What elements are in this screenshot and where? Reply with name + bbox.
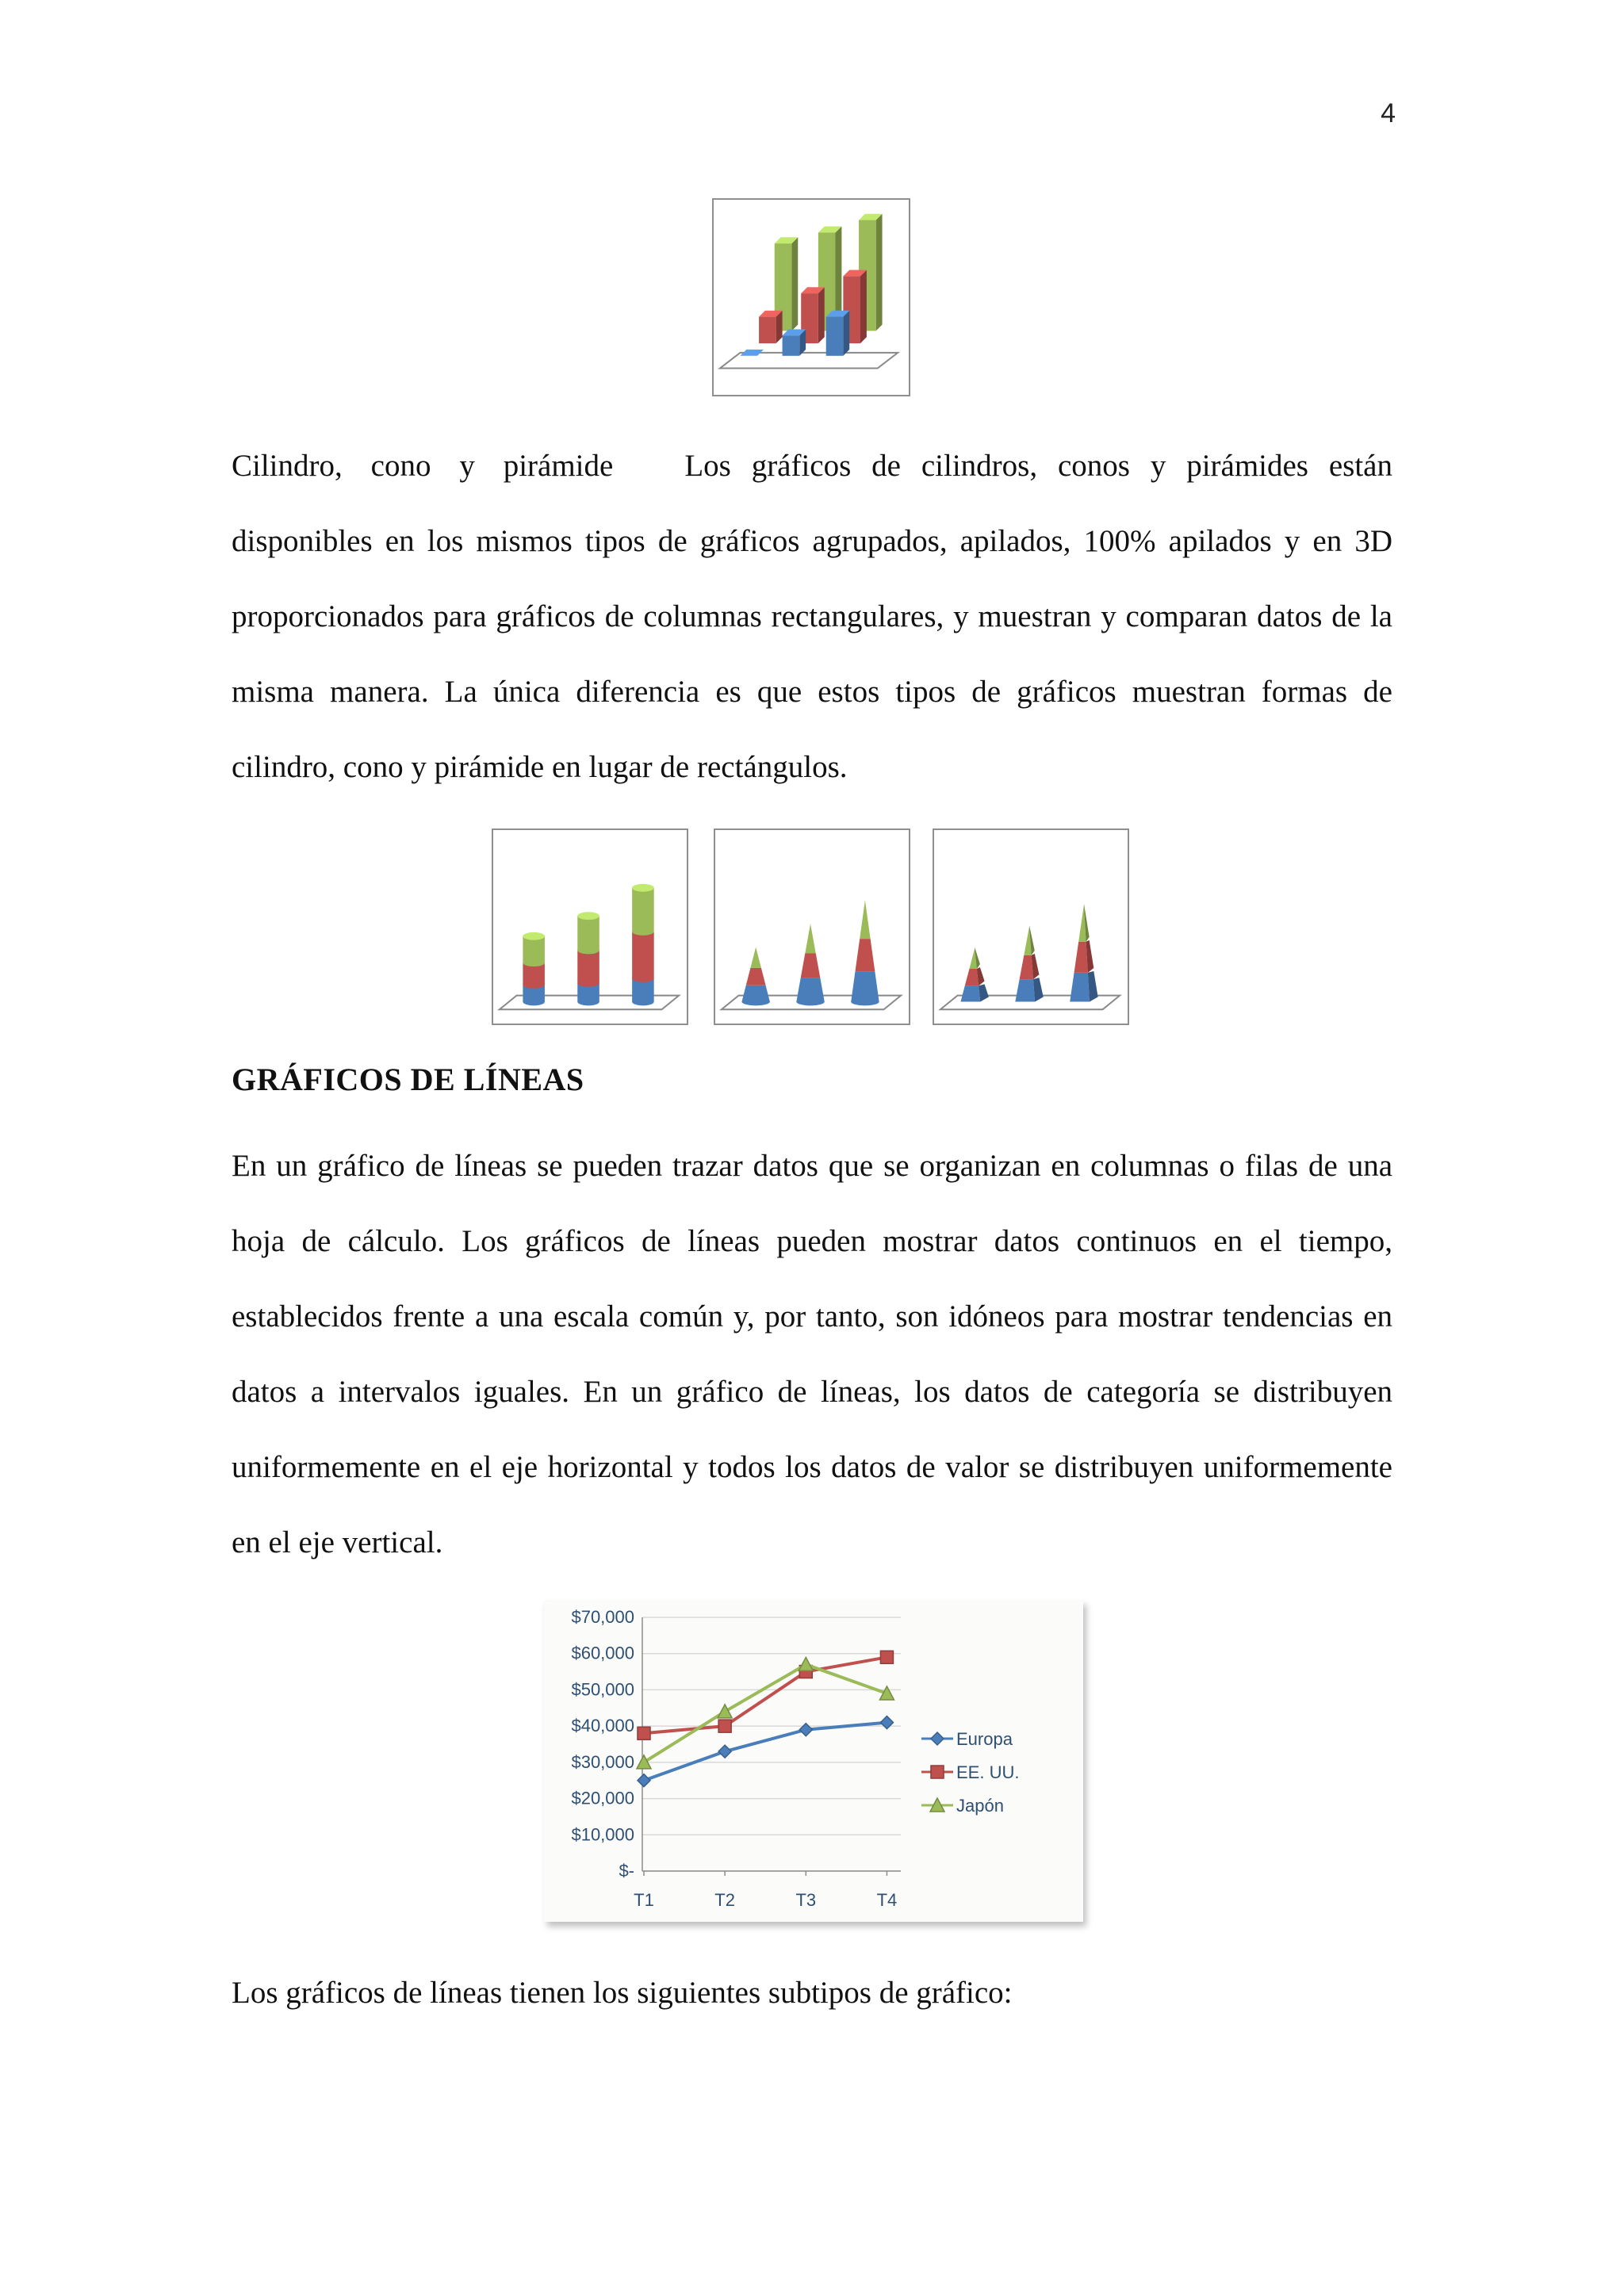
data-point — [718, 1745, 731, 1758]
cylinder-top — [632, 884, 654, 892]
y-tick-label: $60,000 — [571, 1643, 634, 1663]
cone-segment — [801, 953, 821, 978]
cone-base — [851, 998, 879, 1006]
cylinder-bottom — [577, 998, 599, 1006]
y-tick-label: $20,000 — [571, 1788, 634, 1808]
paragraph-body: Los gráficos de cilindros, conos y pirámides están disponibles en los mismos tipos de gráficos agrupados, apilados, 100% apilados y en 3D proporcionados para gráficos de columnas rectangulares, y muestran y comparan datos de la misma manera. La única diferencia es que estos tipos de gráficos muestran formas de cilindro, cono y pirámide en lugar de rectángulos. — [232, 449, 1392, 784]
cylinder-segment — [632, 888, 654, 932]
series-line — [644, 1664, 887, 1762]
cylinder-bottom — [632, 928, 654, 936]
paragraph-subtipos: Los gráficos de líneas tienen los siguientes subtipos de gráfico: — [232, 1976, 1013, 2010]
y-tick-label: $30,000 — [571, 1751, 634, 1772]
pyramid-face — [1020, 955, 1033, 979]
y-tick-label: $50,000 — [571, 1679, 634, 1700]
paragraph-cilindro — [232, 428, 1392, 805]
pyramid-face — [960, 985, 980, 1001]
cylinder-segment — [632, 932, 654, 978]
column-side — [860, 270, 867, 343]
pyramid-face — [1015, 979, 1035, 1001]
cylinder-bottom — [523, 998, 545, 1006]
legend-marker — [931, 1732, 944, 1745]
data-point — [638, 1727, 650, 1739]
cylinder-bottom — [577, 979, 599, 987]
cylinder-segment — [523, 936, 545, 962]
cylinder-bottom — [523, 981, 545, 989]
cylinder-bottom — [577, 947, 599, 955]
legend-label: Japón — [956, 1796, 1004, 1816]
cylinder-top — [577, 912, 599, 920]
cone-segment — [856, 939, 875, 971]
paragraph-lead: Cilindro, cono y pirámide — [232, 449, 614, 483]
y-tick-label: $- — [619, 1861, 634, 1881]
section-heading: GRÁFICOS DE LÍNEAS — [232, 1062, 584, 1097]
legend-marker — [931, 1766, 944, 1778]
x-tick-label: T3 — [795, 1890, 817, 1910]
cone-segment — [851, 971, 879, 1001]
paragraph-lineas: En un gráfico de líneas se pueden trazar datos que se organizan en columnas o filas de una hoja de cálculo. Los gráficos de líneas pueden mostrar datos continuos en el tiempo, establecidos frente a una escala común y, por tanto, son idóneos para mostrar tendencias en datos a intervalos iguales. En un gráfico de líneas, los datos de categoría se distribuyen uniformemente en el eje horizontal y todos los datos de valor se distribuyen uniformemente en el eje vertical. — [232, 1149, 1392, 1559]
cylinder-segment — [577, 951, 599, 983]
line-chart-container — [544, 1600, 1083, 1922]
data-point — [880, 1651, 893, 1663]
y-tick-label: $40,000 — [571, 1716, 634, 1736]
cone-base — [796, 998, 824, 1006]
clustered-3d-column-chart-image — [712, 198, 910, 396]
column-bar — [783, 335, 800, 356]
pyramid-face — [1074, 942, 1088, 973]
page-number: 4 — [1381, 98, 1396, 128]
cone-segment — [805, 924, 815, 953]
x-tick-label: T2 — [714, 1890, 735, 1910]
cylinder-bottom — [632, 998, 654, 1006]
y-tick-label: $70,000 — [571, 1607, 634, 1627]
data-point — [880, 1716, 893, 1729]
data-point — [718, 1705, 732, 1718]
cylinder-bars — [523, 884, 653, 1005]
column-bar — [759, 317, 776, 343]
legend-label: Europa — [956, 1729, 1013, 1749]
legend-label: EE. UU. — [956, 1762, 1020, 1782]
y-tick-label: $10,000 — [571, 1824, 634, 1845]
cone-segment — [750, 947, 760, 968]
line-chart — [544, 1600, 1083, 1922]
column-side — [876, 214, 883, 331]
column-side — [843, 311, 849, 356]
data-point — [799, 1724, 812, 1736]
cylinder-bottom — [632, 974, 654, 982]
cone-segment — [860, 901, 870, 939]
stacked-cylinder-chart-image — [492, 828, 688, 1025]
series-line — [644, 1657, 887, 1733]
cylinder-bottom — [523, 959, 545, 966]
cone-segment — [746, 968, 766, 985]
cylinder-top — [523, 932, 545, 940]
data-point — [799, 1657, 813, 1670]
column-bar — [826, 317, 844, 356]
x-tick-label: T4 — [876, 1890, 898, 1910]
column-side — [791, 237, 798, 331]
pyramid-side — [1088, 971, 1098, 1002]
cone-base — [741, 998, 769, 1006]
data-point — [638, 1774, 650, 1787]
pyramid-bars — [960, 903, 1097, 1001]
stacked-cone-chart-image — [714, 828, 910, 1025]
column-side — [818, 287, 825, 343]
pyramid-face — [965, 969, 979, 985]
pyramid-face — [1070, 973, 1090, 1002]
data-point — [718, 1720, 731, 1732]
cone-bars — [741, 901, 879, 1006]
column-bars — [740, 214, 882, 356]
x-tick-label: T1 — [634, 1890, 654, 1910]
stacked-pyramid-chart-image — [933, 828, 1129, 1025]
cylinder-segment — [577, 916, 599, 950]
